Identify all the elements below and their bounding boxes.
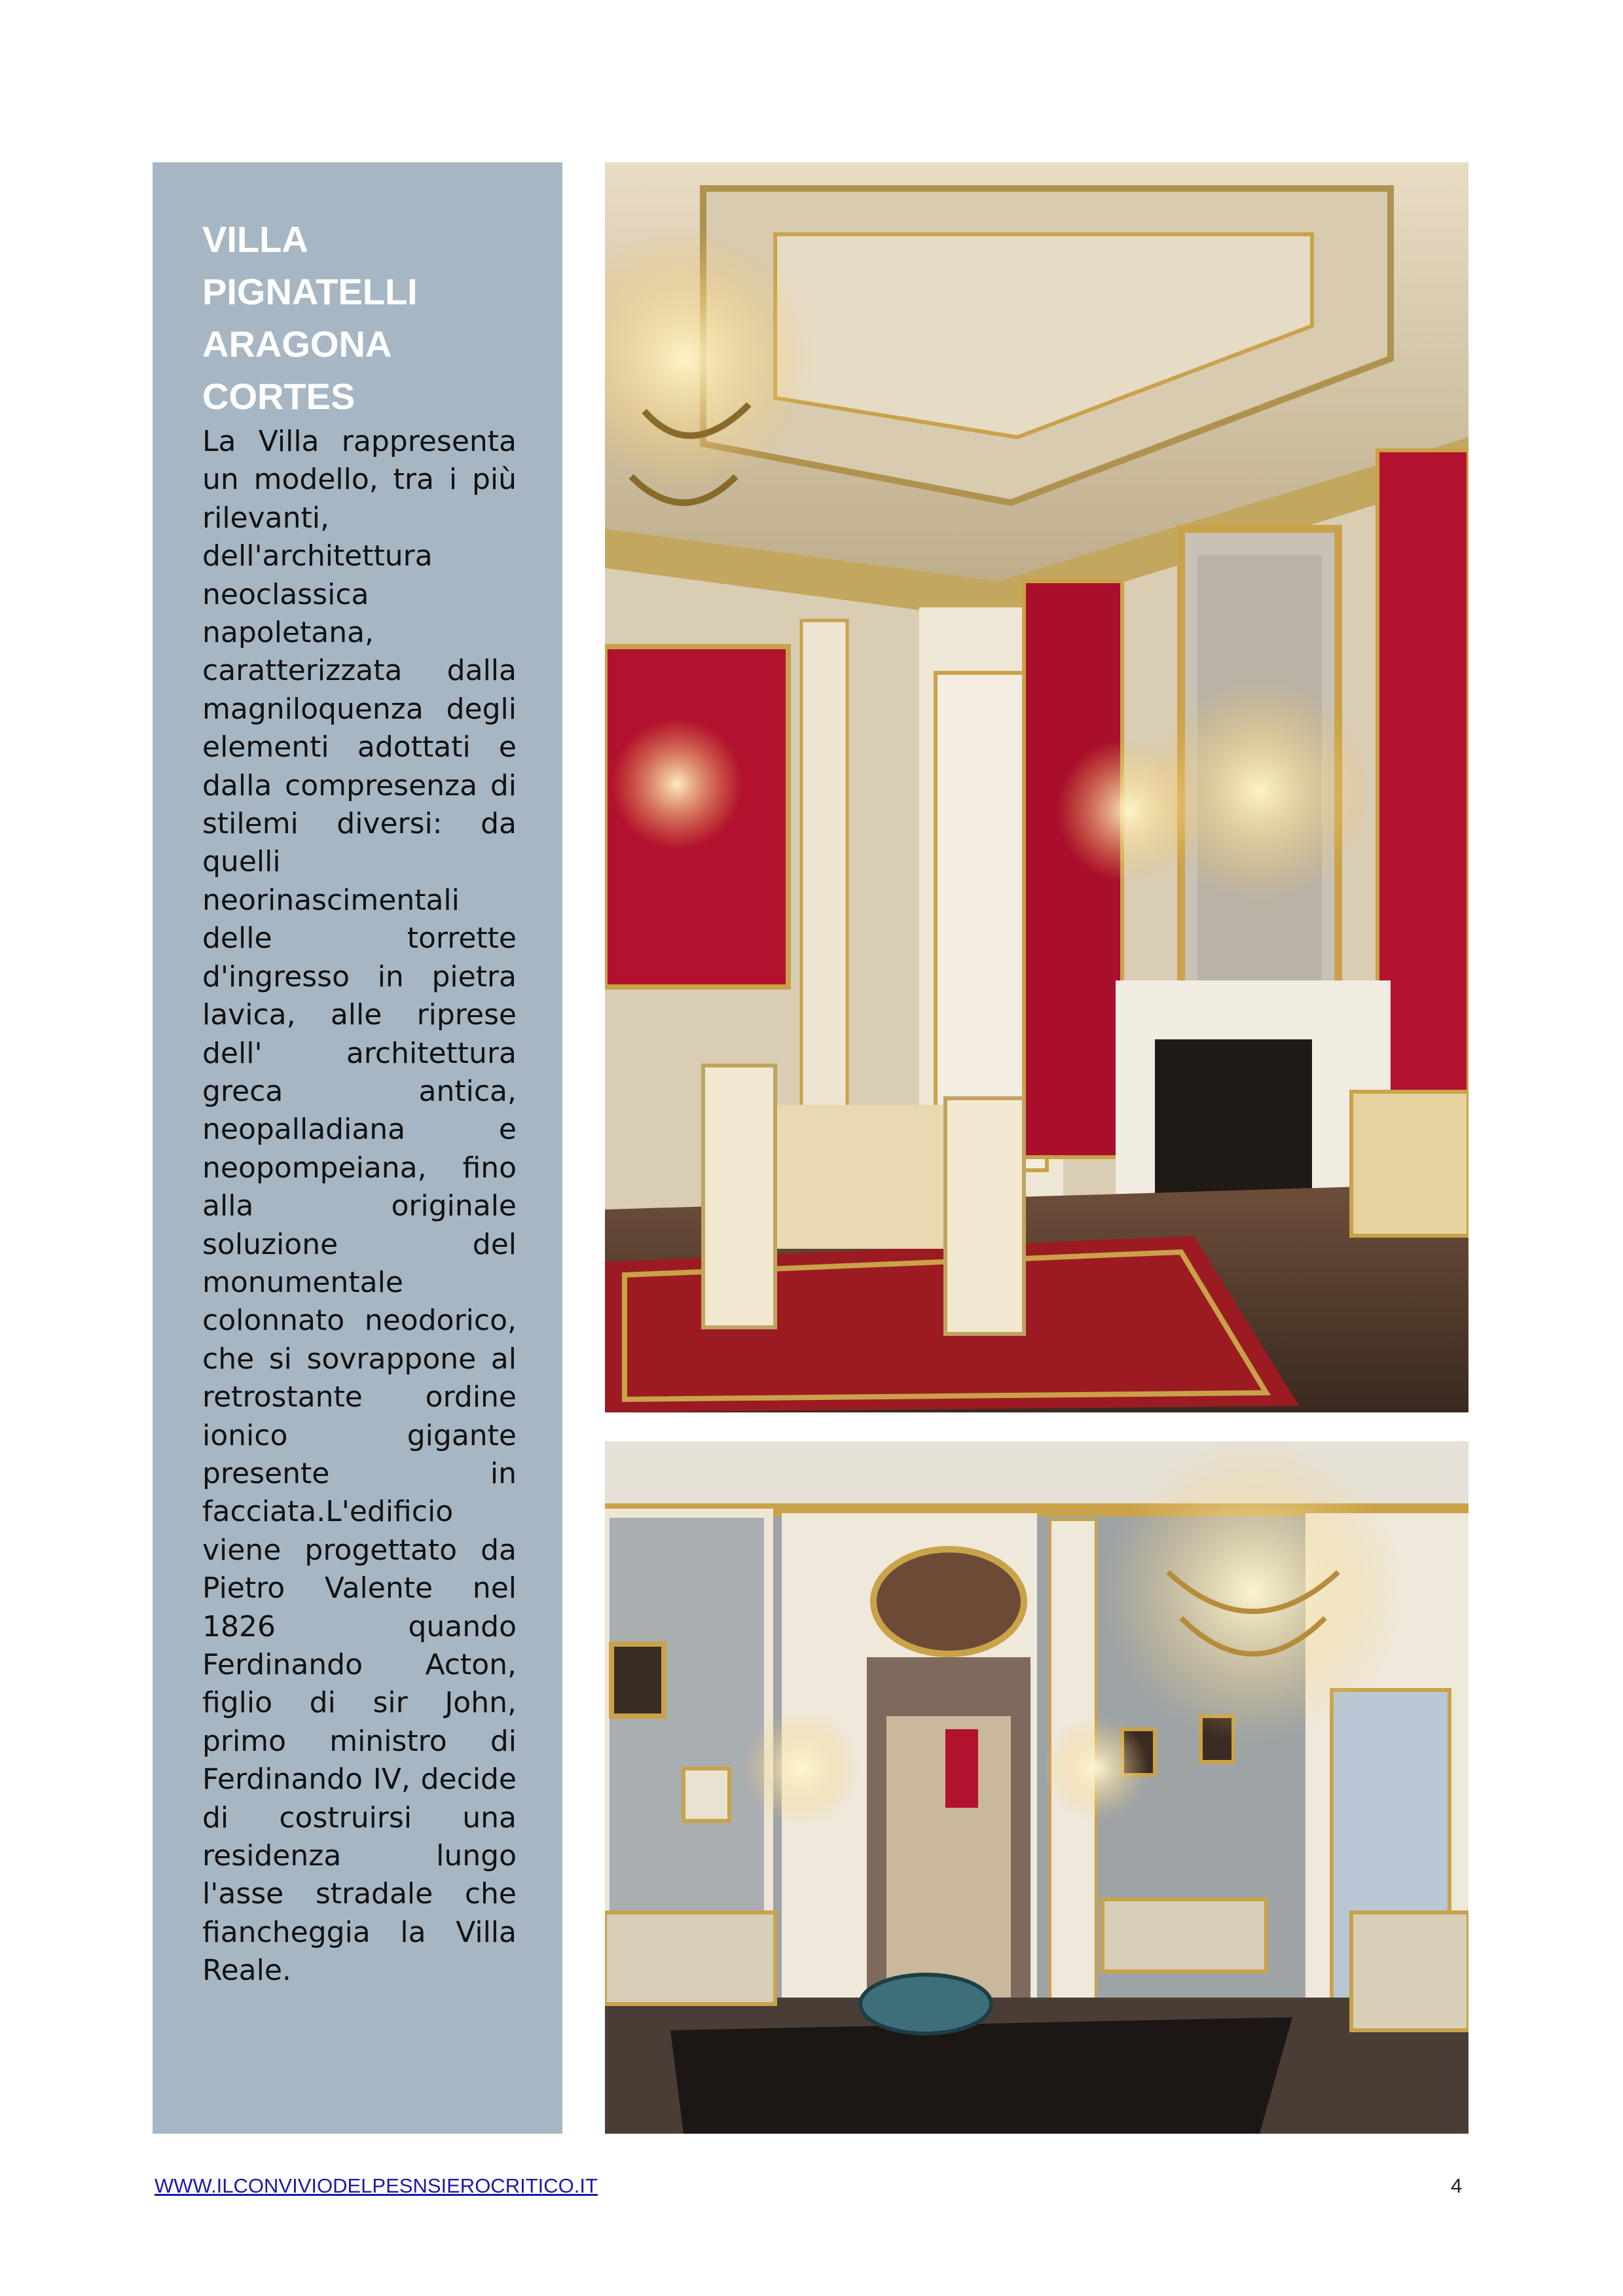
article-body: La Villa rappresenta un modello, tra i più rilevanti, dell'architettura neoclassica napoletana, caratterizzata dalla magniloquenza degli elementi adottati e dalla compresenza di stilemi diversi: da quelli neorinascimentali delle torrette d'ingresso in pietra lavica, alle riprese dell' architettura greca antica, neopalladiana e neopompeiana, fino alla originale soluzione del monumentale colonnato neodorico, che si sovrappone al retrostante ordine ionico gigante presente in facciata.L'edificio viene progettato da Pietro Valente nel 1826 quando Ferdinando Acton, figlio di sir John, primo ministro di Ferdinando IV, decide di costruirsi una residenza lungo l'asse stradale che fiancheggia la Villa Reale. (202, 425, 517, 1988)
article-title: VILLA PIGNATELLI ARAGONA CORTES (202, 219, 418, 417)
photo-grey-salon (605, 1441, 1468, 2134)
website-link[interactable]: WWW.ILCONVIVIODELPESNSIEROCRITICO.IT (155, 2174, 598, 2197)
photo-red-salon (605, 162, 1468, 1412)
text-sidebar (153, 162, 562, 2134)
page-number: 4 (1451, 2174, 1463, 2197)
